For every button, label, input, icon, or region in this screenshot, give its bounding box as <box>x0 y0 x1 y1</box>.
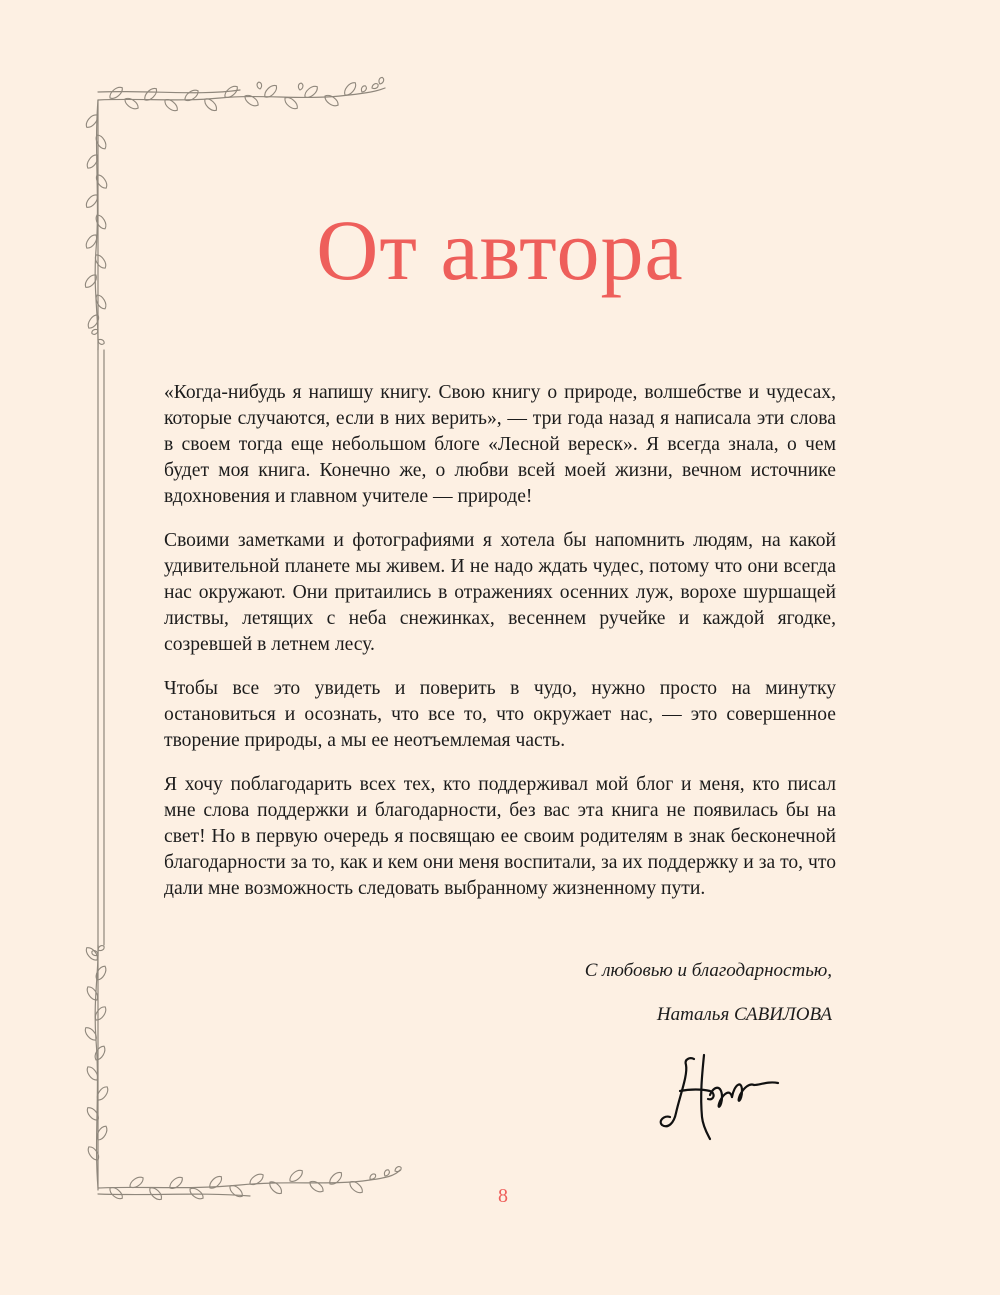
page-title: От автора <box>316 202 684 298</box>
body-text <box>164 380 836 920</box>
author-name: Наталья САВИЛОВА <box>656 1004 832 1025</box>
paragraph: Чтобы все это увидеть и поверить в чудо, нужно просто на минутку остановиться и осознать, что все то, что окружает нас, — это совершенное творение природы, а мы ее неотъемлемая часть. <box>164 678 836 751</box>
paragraph: Я хочу поблагодарить всех тех, кто поддерживал мой блог и меня, кто писал мне слова поддержки и благодарности, без вас эта книга не появилась бы на свет! Но в первую очередь я посвящаю ее своим родителям в знак бесконечной благодарности за то, как и кем они меня воспитали, за их поддержку и за то, что дали мне возможность следовать выбранному жизненному пути. <box>164 774 836 899</box>
signature-icon <box>650 1045 785 1145</box>
paragraph: Своими заметками и фотографиями я хотела бы напомнить людям, на какой удивительной планете мы живем. И не надо ждать чудес, потому что они всегда нас окружают. Они притаились в отражениях осенних луж, ворохе шуршащей листвы, летящих с неба снежинках, весеннем ручейке и каждой ягодке, созревшей в летнем лесу. <box>164 530 836 655</box>
page-number: 8 <box>498 1185 508 1207</box>
closing-block <box>500 960 832 1048</box>
closing-phrase: С любовью и благодарностью, <box>584 960 832 981</box>
paragraph: «Когда-нибудь я напишу книгу. Свою книгу о природе, волшебстве и чудесах, которые случаются, если в них верить», — три года назад я написала эти слова в своем тогда еще небольшом блоге «Лесной вереск». Я всегда знала, о чем будет моя книга. Конечно же, о любви всей моей жизни, вечном источнике вдохновения и главном учителе — природе! <box>164 382 836 507</box>
